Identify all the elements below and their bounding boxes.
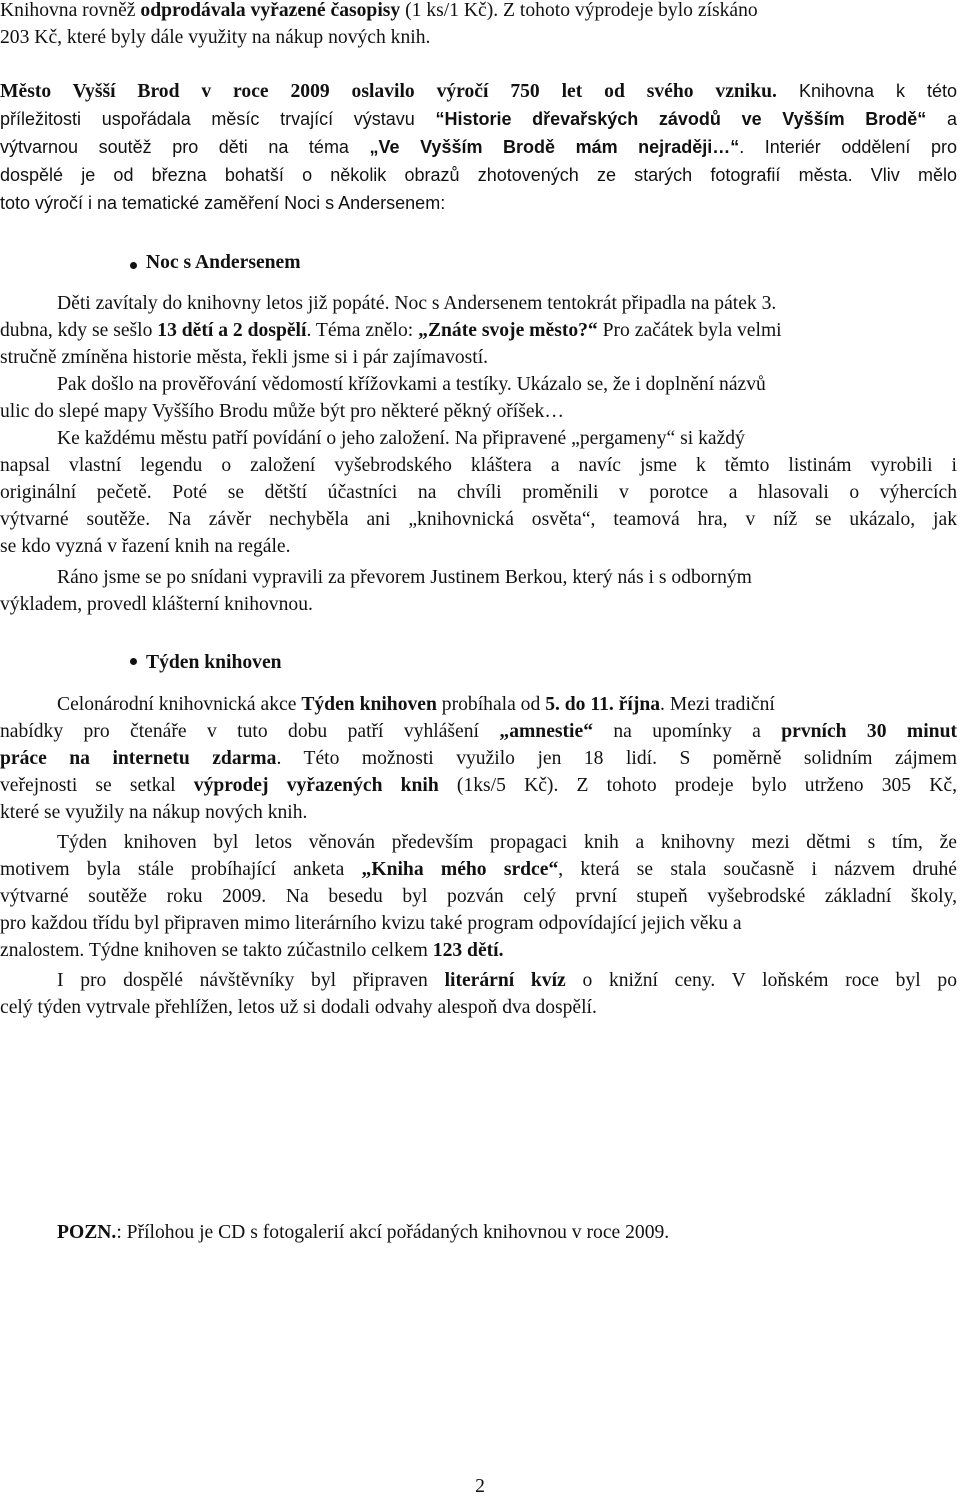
tyden-line-3: práce na internetu zdarma. Této možnosti využilo jen 18 lidí. S poměrně solidním zájmem <box>0 748 958 769</box>
intro-line-2: 203 Kč, které byly dále využity na nákup nových knih. <box>0 27 431 48</box>
anniversary-line-2: příležitosti uspořádala měsíc trvající výstavu “Historie dřevařských závodů ve Vyšším Brodě“ a <box>0 109 957 129</box>
tyden-line-7: motivem byla stále probíhající anketa „Kniha mého srdce“, která se stala současně i názvem druhé <box>0 859 957 880</box>
tyden-line-10: znalostem. Týdne knihoven se takto zúčastnilo celkem 123 dětí. <box>0 940 504 961</box>
tyden-line-2: nabídky pro čtenáře v tuto dobu patří vyhlášení „amnestie“ na upomínky a prvních 30 minut <box>0 721 958 742</box>
noc-line-2: dubna, kdy se sešlo 13 dětí a 2 dospělí. Téma znělo: „Znáte svoje město?“ Pro začátek byla velmi <box>0 320 782 341</box>
tyden-line-4: veřejnosti se setkal výprodej vyřazených knih (1ks/5 Kč). Z tohoto prodeje bylo utrženo 305 Kč, <box>0 775 957 796</box>
tyden-line-9: pro každou třídu byl připraven mimo literárního kvizu také program odpovídající jejich věku a <box>0 913 742 934</box>
section-heading-noc: Noc s Andersenem <box>146 252 301 273</box>
tyden-line-11: I pro dospělé návštěvníky byl připraven literární kvíz o knižní ceny. V loňském roce byl po <box>57 970 957 991</box>
section-heading-tyden: Týden knihoven <box>146 652 282 673</box>
tyden-line-5: které se využily na nákup nových knih. <box>0 802 308 823</box>
noc-line-1: Děti zavítaly do knihovny letos již popáté. Noc s Andersenem tentokrát připadla na pátek 3. <box>57 293 777 314</box>
bullet-icon <box>130 658 137 665</box>
tyden-line-12: celý týden vytrvale přehlížen, letos už si dodali odvahy alespoň dva dospělí. <box>0 997 597 1018</box>
noc-line-5: ulic do slepé mapy Vyššího Brodu může být pro některé pěkný oříšek… <box>0 401 564 422</box>
anniversary-line-4: dospělé je od března bohatší o několik obrazů zhotovených ze starých fotografií města. Vliv mělo <box>0 165 957 185</box>
anniversary-line-1: Město Vyšší Brod v roce 2009 oslavilo výročí 750 let od svého vzniku. Knihovna k této <box>0 81 957 102</box>
bullet-icon <box>130 262 137 269</box>
noc-line-7: napsal vlastní legendu o založení vyšebrodského kláštera a navíc jsme k těmto listinám vyrobili i <box>0 455 957 476</box>
anniversary-line-5: toto výročí i na tematické zaměření Noci s Andersenem: <box>0 193 446 213</box>
tyden-line-8: výtvarné soutěže roku 2009. Na besedu byl pozván celý první stupeň vyšebrodské základní školy, <box>0 886 957 907</box>
noc-line-10: se kdo vyzná v řazení knih na regále. <box>0 536 291 557</box>
tyden-line-6: Týden knihoven byl letos věnován především propagaci knih a knihovny mezi dětmi s tím, že <box>57 832 957 853</box>
noc-line-11: Ráno jsme se po snídani vypravili za převorem Justinem Berkou, který nás i s odborným <box>57 567 752 588</box>
noc-line-6: Ke každému městu patří povídání o jeho založení. Na připravené „pergameny“ si každý <box>57 428 745 449</box>
noc-line-9: výtvarné soutěže. Na závěr nechyběla ani „knihovnická osvěta“, teamová hra, v níž se ukázalo, jak <box>0 509 957 530</box>
anniversary-line-3: výtvarnou soutěž pro děti na téma „Ve Vyšším Brodě mám nejraději…“. Interiér oddělení pro <box>0 137 958 157</box>
page-number: 2 <box>475 1476 485 1497</box>
intro-line-1: Knihovna rovněž odprodávala vyřazené časopisy (1 ks/1 Kč). Z tohoto výprodeje bylo získáno <box>0 0 758 21</box>
note-line: POZN.: Přílohou je CD s fotogalerií akcí pořádaných knihovnou v roce 2009. <box>57 1222 670 1243</box>
tyden-line-1: Celonárodní knihovnická akce Týden knihoven probíhala od 5. do 11. října. Mezi tradiční <box>57 694 775 715</box>
noc-line-12: výkladem, provedl klášterní knihovnou. <box>0 594 313 615</box>
noc-line-8: originální pečetě. Poté se dětští účastníci na chvíli proměnili v porotce a hlasovali o výhercích <box>0 482 957 503</box>
noc-line-3: stručně zmíněna historie města, řekli jsme si i pár zajímavostí. <box>0 347 489 368</box>
noc-line-4: Pak došlo na prověřování vědomostí křížovkami a testíky. Ukázalo se, že i doplnění názvů <box>57 374 766 395</box>
